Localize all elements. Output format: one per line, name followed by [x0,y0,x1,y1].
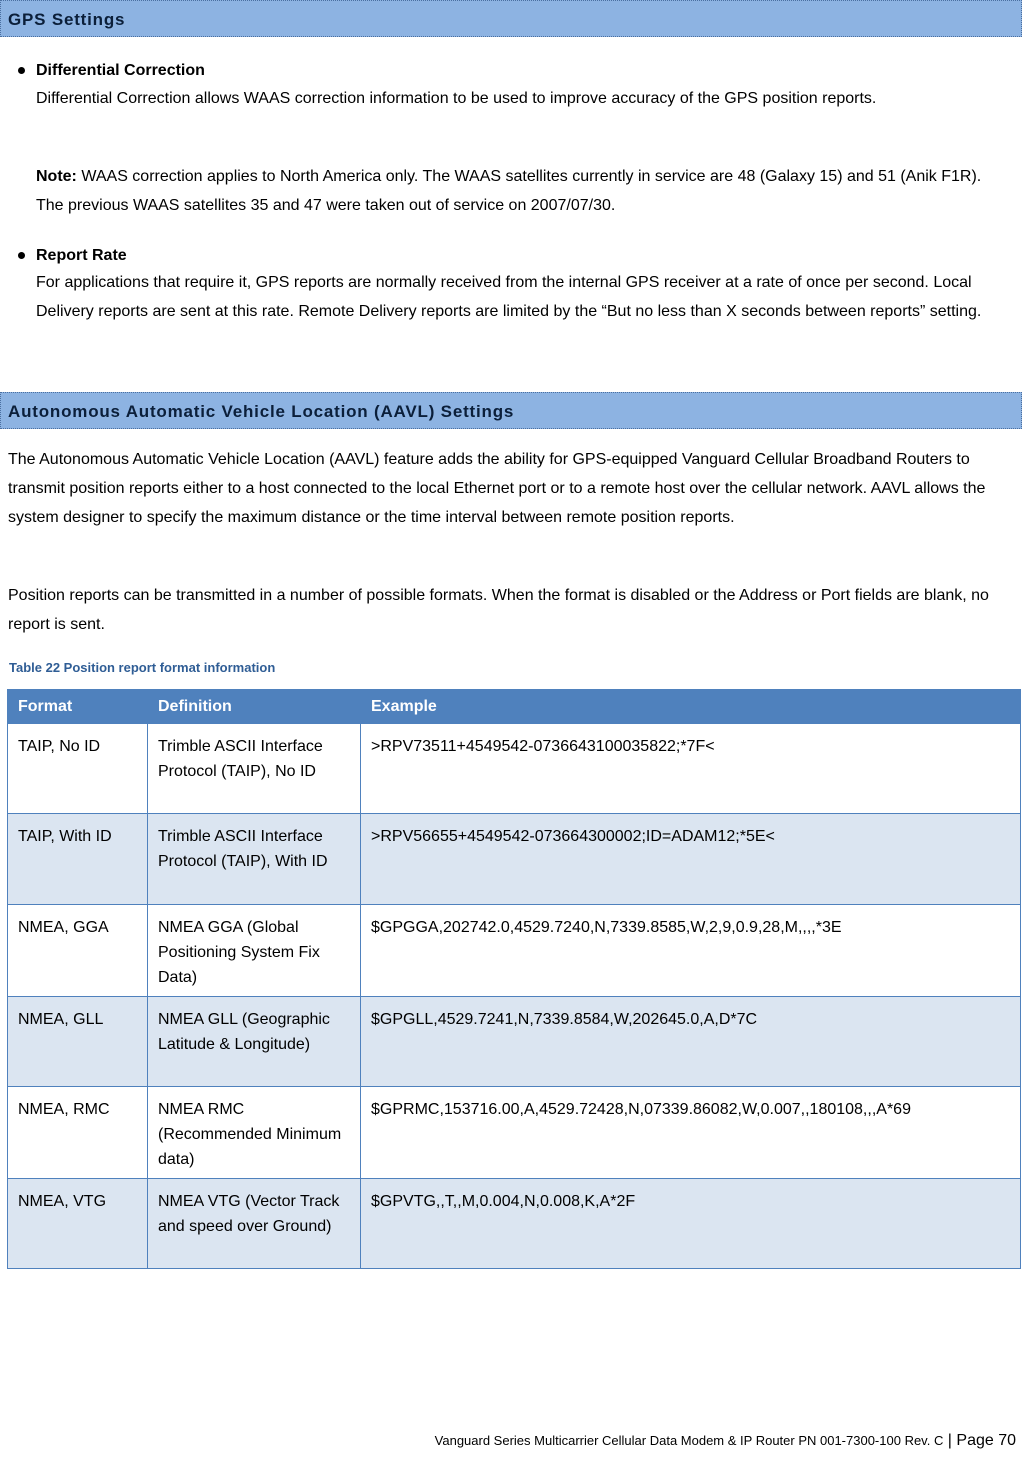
page-number: Page 70 [956,1432,1016,1449]
format-cell: NMEA, GGA [8,905,148,997]
aavl-settings-header: Autonomous Automatic Vehicle Location (AAVL) Settings [0,392,1022,429]
bullet-icon [18,67,25,74]
table-row [8,724,1021,814]
example-cell: >RPV73511+4549542-0736643100035822;*7F< [361,724,1021,814]
footer-doc-title: Vanguard Series Multicarrier Cellular Data Modem & IP Router PN 001-7300-100 Rev. C [434,1433,944,1448]
page-footer [435,1432,1016,1450]
definition-cell: NMEA RMC (Recommended Minimum data) [148,1087,361,1179]
note-label: Note: [36,168,77,185]
footer-separator: | [943,1432,957,1449]
waas-note [36,162,1006,220]
example-cell: $GPGGA,202742.0,4529.7240,N,7339.8585,W,2,9,0.9,28,M,,,,*3E [361,905,1021,997]
format-cell: TAIP, No ID [8,724,148,814]
format-cell: TAIP, With ID [8,814,148,905]
aavl-formats-paragraph: Position reports can be transmitted in a number of possible formats. When the format is disabled or the Address or Port fields are blank, no report is sent. [8,587,989,633]
definition-cell: NMEA VTG (Vector Track and speed over Ground) [148,1179,361,1269]
definition-cell: Trimble ASCII Interface Protocol (TAIP), With ID [148,814,361,905]
definition-cell: NMEA GGA (Global Positioning System Fix Data) [148,905,361,997]
report-rate-body: For applications that require it, GPS reports are normally received from the internal GPS receiver at a rate of once per second. Local Delivery reports are sent at this rate. Remote Delivery reports are limited by the “But no less than X seconds between reports” setting. [36,274,982,320]
definition-cell: NMEA GLL (Geographic Latitude & Longitude) [148,997,361,1087]
differential-correction-body: Differential Correction allows WAAS correction information to be used to improve accuracy of the GPS position reports. [36,90,877,107]
header-definition: Definition [148,690,361,724]
table-caption: Table 22 Position report format information [9,660,276,675]
table-row [8,1087,1021,1179]
table-header-row [8,690,1021,724]
table-row [8,905,1021,997]
table-row [8,997,1021,1087]
table-row [8,1179,1021,1269]
format-cell: NMEA, GLL [8,997,148,1087]
gps-settings-header: GPS Settings [0,0,1022,37]
example-cell: $GPVTG,,T,,M,0.004,N,0.008,K,A*2F [361,1179,1021,1269]
position-report-format-table [7,689,1021,1269]
format-cell: NMEA, RMC [8,1087,148,1179]
differential-correction-title: Differential Correction [36,62,205,79]
header-example: Example [361,690,1021,724]
example-cell: $GPRMC,153716.00,A,4529.72428,N,07339.86082,W,0.007,,180108,,,A*69 [361,1087,1021,1179]
header-format: Format [8,690,148,724]
example-cell: >RPV56655+4549542-073664300002;ID=ADAM12;*5E< [361,814,1021,905]
format-cell: NMEA, VTG [8,1179,148,1269]
bullet-icon [18,252,25,259]
note-body: WAAS correction applies to North America only. The WAAS satellites currently in service are 48 (Galaxy 15) and 51 (Anik F1R). The previous WAAS satellites 35 and 47 were taken out of service on 2007/07/30. [36,168,982,214]
definition-cell: Trimble ASCII Interface Protocol (TAIP), No ID [148,724,361,814]
table-row [8,814,1021,905]
example-cell: $GPGLL,4529.7241,N,7339.8584,W,202645.0,A,D*7C [361,997,1021,1087]
report-rate-title: Report Rate [36,247,127,264]
aavl-intro-paragraph: The Autonomous Automatic Vehicle Location (AAVL) feature adds the ability for GPS-equipped Vanguard Cellular Broadband Routers to transmit position reports either to a host connected to the local Ethernet port or to a remote host over the cellular network. AAVL allows the system designer to specify the maximum distance or the time interval between remote position reports. [8,451,986,526]
